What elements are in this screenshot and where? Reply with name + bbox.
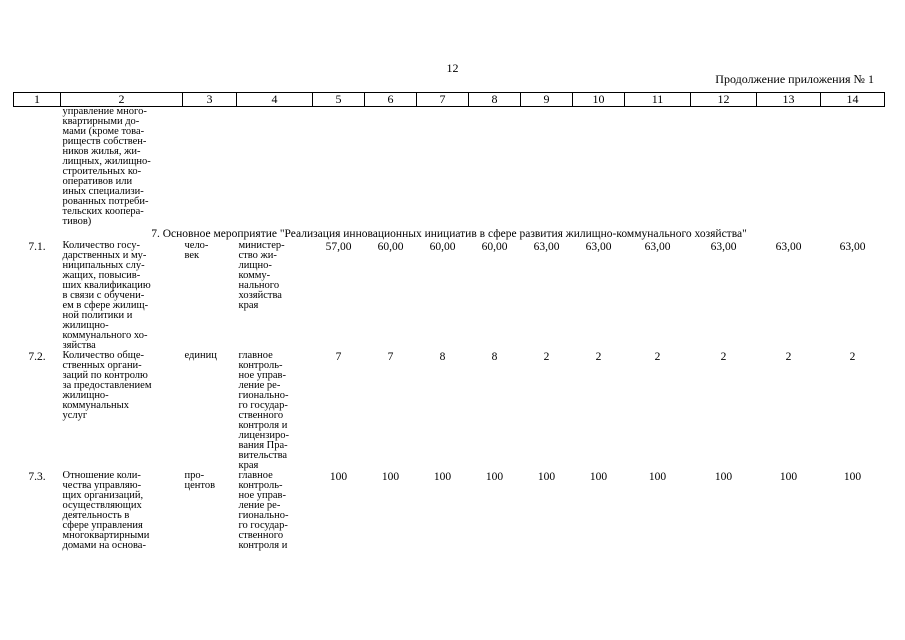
value-cell: 8 <box>491 351 498 363</box>
value-cell: 60,00 <box>429 241 456 253</box>
column-header-12: 12 <box>691 93 757 107</box>
unit-cell: единиц <box>184 350 217 361</box>
row-number: 7.2. <box>28 351 46 363</box>
value-cell: 100 <box>714 471 733 483</box>
value-cell: 100 <box>485 471 504 483</box>
table-row <box>14 351 885 471</box>
header-row <box>14 93 885 107</box>
value-cell: 2 <box>543 351 550 363</box>
value-cell: 100 <box>537 471 556 483</box>
table-row <box>14 471 885 551</box>
value-cell: 63,00 <box>585 241 612 253</box>
column-header-4: 4 <box>237 93 313 107</box>
value-cell: 63,00 <box>710 241 737 253</box>
column-header-8: 8 <box>469 93 521 107</box>
column-header-6: 6 <box>365 93 417 107</box>
row-number: 7.1. <box>28 241 46 253</box>
value-cell: 100 <box>381 471 400 483</box>
column-header-14: 14 <box>821 93 885 107</box>
value-cell: 2 <box>720 351 727 363</box>
executor-cell: министер- ство жи- лищно- комму- нального хозяйства края <box>238 240 285 311</box>
continued-row <box>14 107 885 228</box>
section-row <box>14 227 885 241</box>
column-header-3: 3 <box>183 93 237 107</box>
column-header-10: 10 <box>573 93 625 107</box>
section-title: 7. Основное мероприятие "Реализация инновационных инициатив в сфере развития жилищно-коммунального хозяйства" <box>151 228 747 240</box>
column-header-1: 1 <box>14 93 61 107</box>
row-number: 7.3. <box>28 471 46 483</box>
indicator-name: Количество обще- ственных органи- заций по контролю за предоставлением жилищно- коммунальных услуг <box>62 350 152 421</box>
table-row <box>14 241 885 351</box>
value-cell: 63,00 <box>533 241 560 253</box>
executor-cell: главное контроль- ное управ- ление ре- гионально- го государ- ственного контроля и лицензиро- вания Пра- вительства края <box>238 350 290 471</box>
value-cell: 100 <box>779 471 798 483</box>
column-header-5: 5 <box>313 93 365 107</box>
value-cell: 60,00 <box>377 241 404 253</box>
continued-text: управление много- квартирными до- мами (кроме това- риществ собствен- ников жилья, жи- лищных, жилищно- строительных ко- оперативов или иных специализи- рованных потреби- тельских коопера- тивов) <box>62 106 151 227</box>
value-cell: 2 <box>785 351 792 363</box>
column-header-13: 13 <box>757 93 821 107</box>
column-header-11: 11 <box>625 93 691 107</box>
page-number: 12 <box>446 61 459 75</box>
value-cell: 8 <box>439 351 446 363</box>
column-header-7: 7 <box>417 93 469 107</box>
indicators-table <box>13 92 885 551</box>
unit-cell: про- центов <box>184 470 216 491</box>
column-header-9: 9 <box>521 93 573 107</box>
value-cell: 63,00 <box>644 241 671 253</box>
value-cell: 100 <box>329 471 348 483</box>
value-cell: 63,00 <box>775 241 802 253</box>
unit-cell: чело- век <box>184 240 209 261</box>
value-cell: 100 <box>433 471 452 483</box>
value-cell: 2 <box>654 351 661 363</box>
indicator-name: Отношение коли- чества управляю- щих организаций, осуществляющих деятельность в сфере управления многоквартирными домами на основа- <box>62 470 150 551</box>
indicator-name: Количество госу- дарственных и му- ниципальных слу- жащих, повысив- ших квалификацию в связи с обучени- ем в сфере жилищ- ной политики и жилищно- коммунального хо- зяйства <box>62 240 151 351</box>
value-cell: 60,00 <box>481 241 508 253</box>
value-cell: 100 <box>648 471 667 483</box>
column-header-2: 2 <box>61 93 183 107</box>
continuation-label: Продолжение приложения № 1 <box>715 72 874 86</box>
value-cell: 7 <box>387 351 394 363</box>
value-cell: 100 <box>843 471 862 483</box>
value-cell: 100 <box>589 471 608 483</box>
value-cell: 57,00 <box>325 241 352 253</box>
value-cell: 7 <box>335 351 342 363</box>
value-cell: 63,00 <box>839 241 866 253</box>
executor-cell: главное контроль- ное управ- ление ре- гионально- го государ- ственного контроля и <box>238 470 289 551</box>
value-cell: 2 <box>595 351 602 363</box>
value-cell: 2 <box>849 351 856 363</box>
